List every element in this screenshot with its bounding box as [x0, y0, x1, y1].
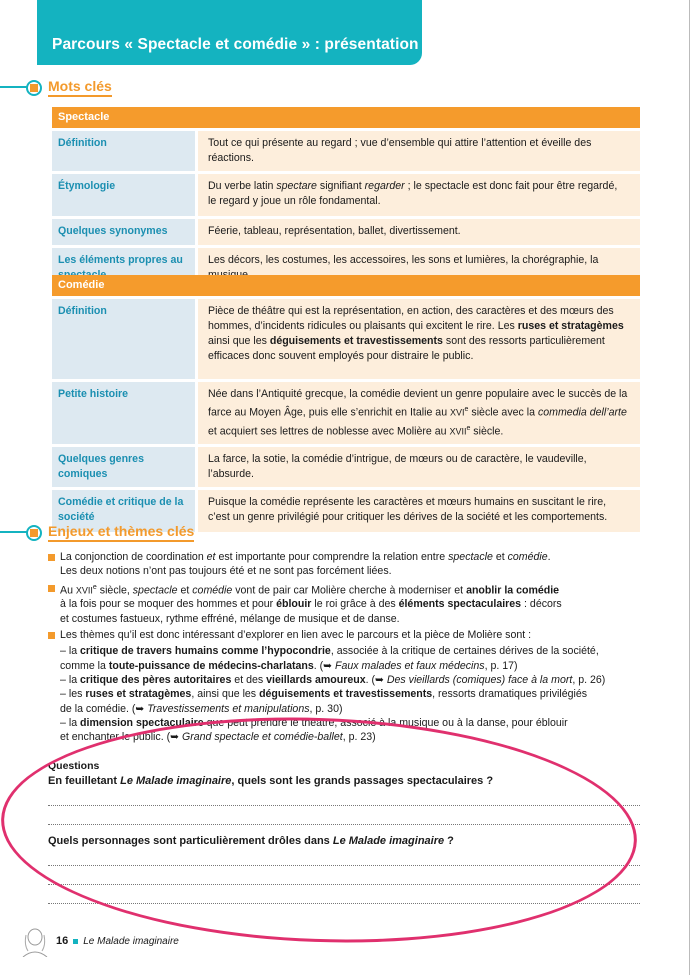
enjeux-body — [48, 550, 648, 744]
page-title: Parcours « Spectacle et comédie » : présentation — [52, 36, 419, 53]
row-value: Tout ce qui présente au regard ; vue d’ensemble qui attire l’attention et éveille des réactions. — [198, 131, 640, 171]
section-bullet-icon — [26, 80, 42, 96]
row-key: Quelques synonymes — [52, 219, 195, 245]
answer-line[interactable] — [48, 866, 640, 885]
section-title: Enjeux et thèmes clés — [48, 523, 194, 542]
questions-label: Questions — [48, 760, 100, 772]
section-line — [0, 531, 28, 533]
section-line — [0, 86, 28, 88]
theme-item: – la dimension spectaculaire que peut prendre le théâtre, associé à la musique ou à la danse, pour éblouir et enchanter le public. (➥ Grand spectacle et comédie-ballet, p. 23) — [60, 716, 568, 744]
row-value: La farce, la sotie, la comédie d’intrigue, de mœurs ou de caractère, le vaudeville, l’absurde. — [198, 447, 640, 487]
section-heading-mots-cles — [26, 78, 112, 97]
table-heading: Comédie — [52, 275, 640, 296]
answer-line[interactable] — [48, 787, 640, 806]
row-value: Pièce de théâtre qui est la représentation, en action, des caractères et des mœurs des hommes, d’incidents ridicules ou plaisants qui excitent le rire. Les ruses et stratagèmes ainsi que les déguisements et travestissements sont des ressorts particulièrement efficaces donc souvent employés pour distraire le public. — [198, 299, 640, 379]
table-row — [52, 219, 640, 245]
section-title: Mots clés — [48, 78, 112, 97]
row-value: Née dans l’Antiquité grecque, la comédie devient un genre populaire avec le succès de la farce au Moyen Âge, puis elle s’enrichit en Italie au XVIe siècle avec la commedia dell’arte et acquiert ses lettres de noblesse avec Molière au XVIIe siècle. — [198, 382, 640, 444]
section-bullet-icon — [26, 525, 42, 541]
footer — [20, 925, 179, 957]
table-row — [52, 447, 640, 487]
theme-item: – la critique des pères autoritaires et des vieillards amoureux. (➥ Des vieillards (comiques) face à la mort, p. 26) — [60, 673, 606, 686]
footer-book-title: Le Malade imaginaire — [83, 935, 179, 947]
answer-line[interactable] — [48, 885, 640, 904]
table-row — [52, 131, 640, 171]
row-key: Quelques genres comiques — [52, 447, 195, 487]
footer-square-icon — [73, 939, 78, 944]
theme-item: – les ruses et stratagèmes, ainsi que les déguisements et travestissements, ressorts dramatiques privilégiés de la comédie. (➥ Travestissements et manipulations, p. 30) — [60, 688, 588, 715]
page-number: 16 — [56, 935, 69, 947]
row-key: Petite histoire — [52, 382, 195, 444]
table-row — [52, 382, 640, 444]
bullet-paragraph: La conjonction de coordination et est importante pour comprendre la relation entre spectacle et comédie. Les deux notions n’ont pas toujours été et ne sont pas forcément liées. — [48, 550, 648, 579]
bullet-paragraph: Les thèmes qu’il est donc intéressant d’explorer en lien avec le parcours et la pièce de Molière sont : — [48, 628, 648, 642]
row-value: Les décors, les costumes, les accessoires, les sons et lumières, la chorégraphie, la — [198, 248, 640, 290]
spectacle-table — [52, 104, 640, 293]
row-value: Du verbe latin spectare signifiant regarder ; le spectacle est donc fait pour être regardé, le regard y joue un rôle fondamental. — [198, 174, 640, 216]
question-2: Quels personnages sont particulièrement drôles dans Le Malade imaginaire ? — [48, 835, 454, 847]
section-heading-enjeux — [26, 523, 194, 542]
row-key: Étymologie — [52, 174, 195, 216]
moliere-portrait-icon — [20, 925, 50, 957]
table-row — [52, 299, 640, 379]
row-key: Définition — [52, 299, 195, 379]
theme-item: – la critique de travers humains comme l’hypocondrie, associée à la critique de certaines dérives de la société, comme la toute-puissance de médecins-charlatans. (➥ Faux malades et faux médecins, p. 17) — [60, 645, 599, 672]
answer-line[interactable] — [48, 806, 640, 825]
table-row — [52, 174, 640, 216]
questions-block — [48, 760, 640, 904]
row-key: Comédie et critique de la société — [52, 490, 195, 532]
question-1: En feuilletant Le Malade imaginaire, quels sont les grands passages spectaculaires ? — [48, 775, 494, 787]
header-band — [37, 0, 422, 65]
row-key: Définition — [52, 131, 195, 171]
row-value: Féerie, tableau, représentation, ballet, divertissement. — [198, 219, 640, 245]
row-key: Les éléments propres au — [52, 248, 195, 290]
comedie-table — [52, 272, 640, 535]
answer-line[interactable] — [48, 847, 640, 866]
row-value: Puisque la comédie représente les caractères et mœurs humains en suscitant le rire, c’est un genre privilégié pour critiquer les dérives de la société et les comportements. — [198, 490, 640, 532]
bullet-paragraph: Au XVIIe siècle, spectacle et comédie vont de pair car Molière cherche à moderniser et anoblir la comédie à la fois pour se moquer des hommes et pour éblouir le roi grâce à des éléments spectaculaires : décors et costumes fastueux, rythme effréné, mélange de musique et de danse. — [48, 581, 648, 626]
table-heading: Spectacle — [52, 107, 640, 128]
